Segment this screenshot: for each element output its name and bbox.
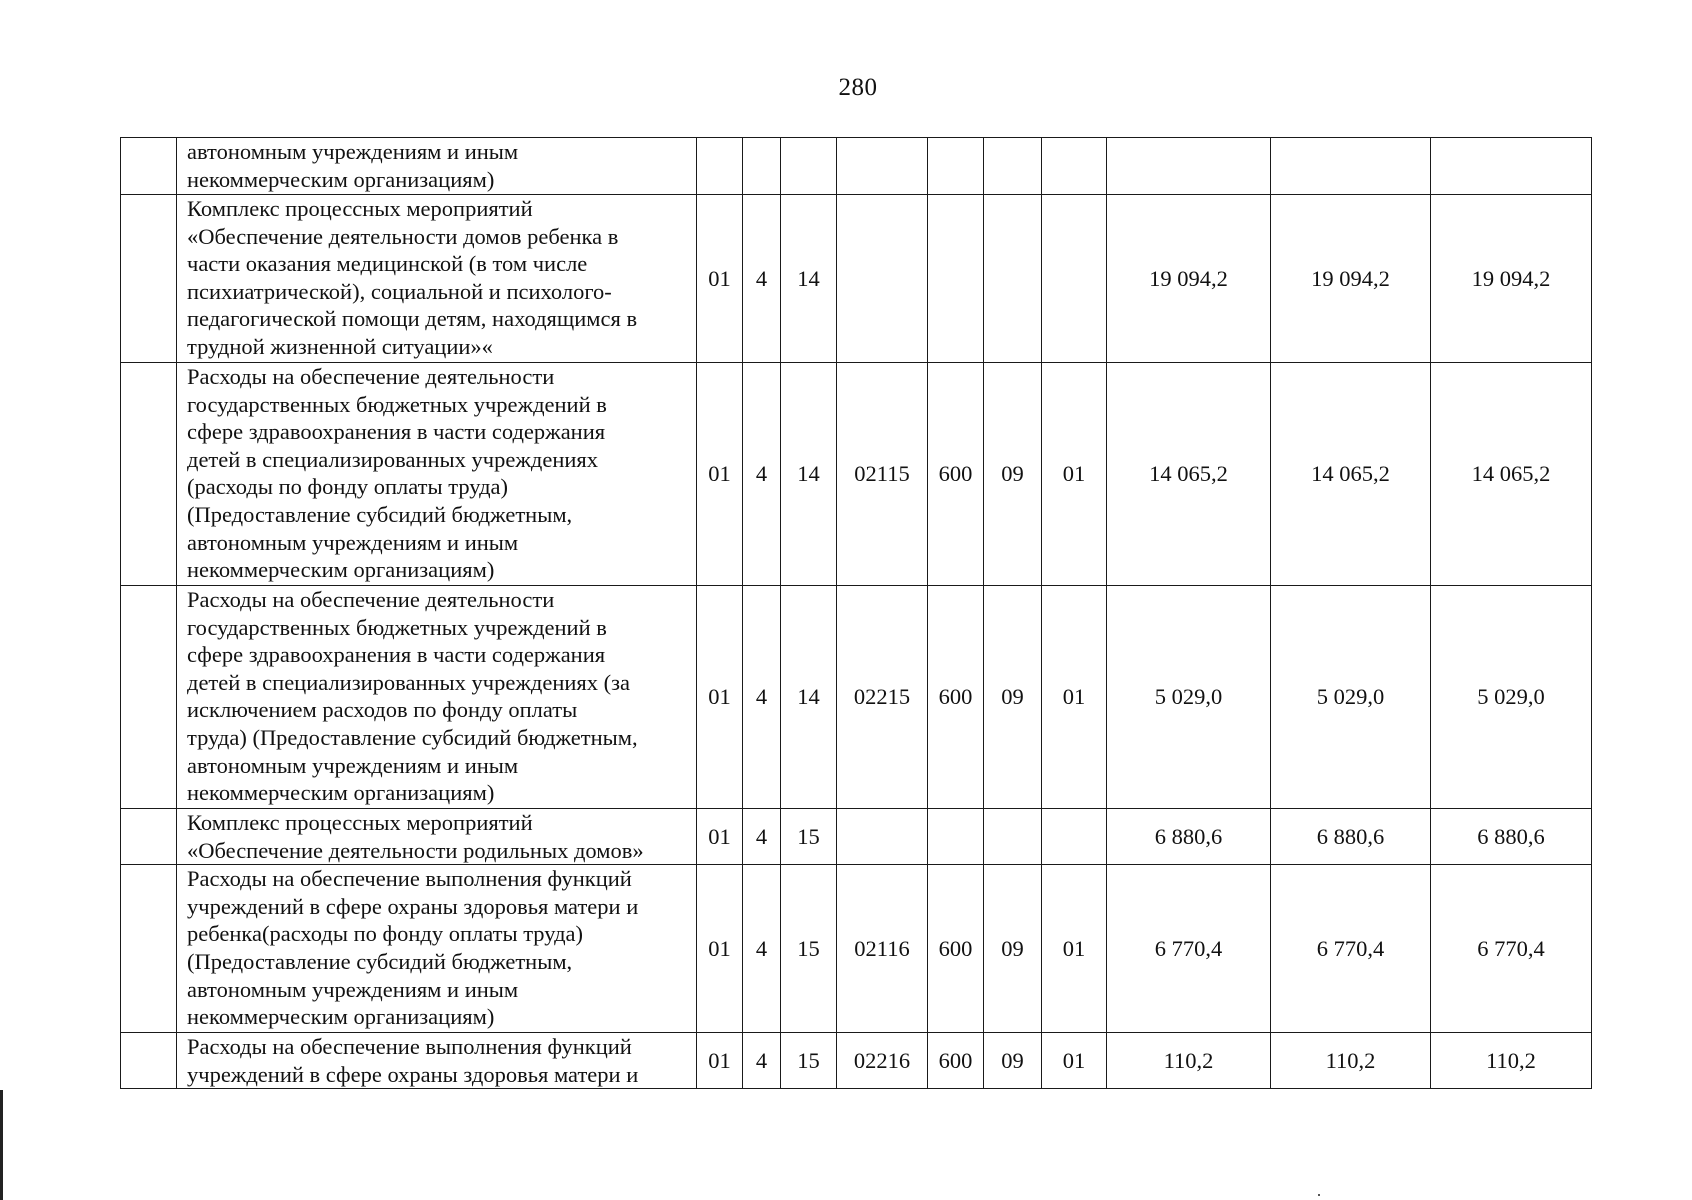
code-cell: 01 [697,1033,743,1089]
amount-cell: 5 029,0 [1107,586,1271,809]
code-cell [984,195,1042,363]
scan-edge-mark [0,1090,3,1200]
row-name: Комплекс процессных мероприятий «Обеспечение деятельности домов ребенка в части оказания медицинской (в том числе психиатрической), социальной и психолого- педагогической помощи детям, находящимся в трудной жизненной ситуации»« [177,195,697,363]
code-cell [928,195,984,363]
code-cell: 01 [1042,363,1107,586]
code-cell [984,809,1042,865]
row-marker-cell [121,363,177,586]
code-cell: 15 [781,809,837,865]
amount-cell [1271,138,1431,195]
code-cell: 600 [928,865,984,1033]
row-marker-cell [121,809,177,865]
code-cell [781,138,837,195]
code-cell: 15 [781,1033,837,1089]
code-cell: 4 [743,586,781,809]
row-marker-cell [121,138,177,195]
code-cell: 01 [697,809,743,865]
code-cell: 01 [697,586,743,809]
row-name: автономным учреждениям и иным некоммерческим организациям) [177,138,697,195]
row-name: Расходы на обеспечение деятельности государственных бюджетных учреждений в сфере здравоохранения в части содержания детей в специализированных учреждениях (расходы по фонду оплаты труда) (Предоставление субсидий бюджетным, автономным учреждениям и иным некоммерческим организациям) [177,363,697,586]
amount-cell: 5 029,0 [1431,586,1592,809]
amount-cell: 6 770,4 [1107,865,1271,1033]
code-cell: 01 [1042,586,1107,809]
amount-cell: 6 880,6 [1431,809,1592,865]
code-cell [928,138,984,195]
amount-cell: 14 065,2 [1431,363,1592,586]
code-cell: 15 [781,865,837,1033]
code-cell: 01 [1042,865,1107,1033]
row-name: Расходы на обеспечение выполнения функций учреждений в сфере охраны здоровья матери и ребенка(расходы по фонду оплаты труда) (Предоставление субсидий бюджетным, автономным учреждениям и иным некоммерческим организациям) [177,865,697,1033]
code-cell: 4 [743,865,781,1033]
amount-cell: 14 065,2 [1107,363,1271,586]
amount-cell: 5 029,0 [1271,586,1431,809]
row-name: Расходы на обеспечение выполнения функций учреждений в сфере охраны здоровья матери и [177,1033,697,1089]
code-cell: 02216 [837,1033,928,1089]
table-row [121,363,1592,586]
table-row [121,138,1592,195]
row-marker-cell [121,1033,177,1089]
scan-speck [1318,1194,1320,1196]
code-cell [837,138,928,195]
code-cell [984,138,1042,195]
code-cell [1042,195,1107,363]
amount-cell: 14 065,2 [1271,363,1431,586]
code-cell: 600 [928,1033,984,1089]
code-cell [837,195,928,363]
row-name: Комплекс процессных мероприятий «Обеспечение деятельности родильных домов» [177,809,697,865]
code-cell: 600 [928,586,984,809]
table-row [121,809,1592,865]
code-cell [1042,809,1107,865]
amount-cell [1431,138,1592,195]
budget-table [120,137,1592,1089]
code-cell: 01 [697,865,743,1033]
amount-cell: 19 094,2 [1107,195,1271,363]
code-cell: 01 [1042,1033,1107,1089]
row-name: Расходы на обеспечение деятельности государственных бюджетных учреждений в сфере здравоохранения в части содержания детей в специализированных учреждениях (за исключением расходов по фонду оплаты труда) (Предоставление субсидий бюджетным, автономным учреждениям и иным некоммерческим организациям) [177,586,697,809]
table-row [121,586,1592,809]
amount-cell: 19 094,2 [1271,195,1431,363]
code-cell [1042,138,1107,195]
code-cell: 01 [697,195,743,363]
amount-cell: 110,2 [1271,1033,1431,1089]
code-cell: 4 [743,1033,781,1089]
code-cell [697,138,743,195]
code-cell: 4 [743,809,781,865]
code-cell: 14 [781,586,837,809]
code-cell: 14 [781,195,837,363]
row-marker-cell [121,586,177,809]
amount-cell: 6 770,4 [1271,865,1431,1033]
amount-cell: 110,2 [1107,1033,1271,1089]
code-cell [837,809,928,865]
code-cell: 02115 [837,363,928,586]
table-row [121,1033,1592,1089]
code-cell: 4 [743,195,781,363]
code-cell: 01 [697,363,743,586]
code-cell [928,809,984,865]
row-marker-cell [121,195,177,363]
amount-cell: 19 094,2 [1431,195,1592,363]
amount-cell: 6 770,4 [1431,865,1592,1033]
code-cell: 02116 [837,865,928,1033]
amount-cell: 110,2 [1431,1033,1592,1089]
table-row [121,865,1592,1033]
code-cell [743,138,781,195]
table-row [121,195,1592,363]
code-cell: 600 [928,363,984,586]
row-marker-cell [121,865,177,1033]
amount-cell: 6 880,6 [1271,809,1431,865]
code-cell: 09 [984,865,1042,1033]
amount-cell [1107,138,1271,195]
code-cell: 09 [984,586,1042,809]
page-number: 280 [838,74,878,101]
code-cell: 14 [781,363,837,586]
code-cell: 02215 [837,586,928,809]
code-cell: 09 [984,1033,1042,1089]
code-cell: 4 [743,363,781,586]
amount-cell: 6 880,6 [1107,809,1271,865]
code-cell: 09 [984,363,1042,586]
